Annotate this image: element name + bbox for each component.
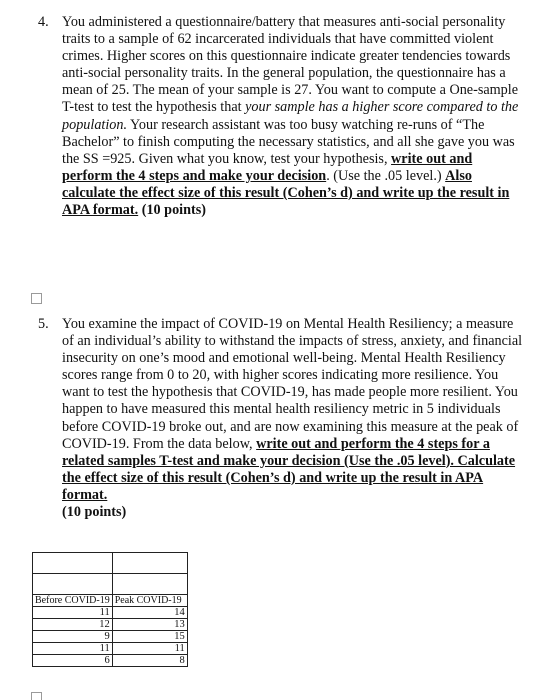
q4-text-2: Your research assistant was too busy watching re-runs of “The Bachelor” to finish computing the necessary statistics, and all she gave you was the SS =925. Given what you know, test your hypothesis, <box>62 116 515 167</box>
table-row <box>33 607 188 619</box>
table-cell: 14 <box>112 607 187 619</box>
table-row <box>33 574 188 595</box>
question-4-text <box>62 14 524 219</box>
table-row <box>33 655 188 667</box>
q4-text-1: You administered a questionnaire/battery that measures anti-social personality traits to a sample of 62 incarcerated individuals that have committed violent crimes. Higher scores on this questionnaire indicate greater tendencies towards anti-social personality traits. In the general population, the questionnaire has a mean of 25. The mean of your sample is 27. You want to compute a One-sample T-test to test the hypothesis that <box>62 14 519 116</box>
checkbox[interactable] <box>31 293 42 304</box>
question-4-number: 4. <box>38 14 49 30</box>
table-row <box>33 631 188 643</box>
q5-instruction: write out and perform the 4 steps for a related samples T-test and make your decision (Use the .05 level). Calculate the effect size of this result (Cohen’s d) and write up the result in APA format. <box>62 435 516 503</box>
column-header-before: Before COVID-19 <box>33 595 113 607</box>
table-cell: 11 <box>33 607 113 619</box>
table-cell: 6 <box>33 655 113 667</box>
q5-text-1: You examine the impact of COVID-19 on Mental Health Resiliency; a measure of an individual’s ability to withstand the impacts of stress, anxiety, and financial insecurity on one’s mood and emotional well-being. Mental Health Resiliency scores range from 0 to 20, with higher scores indicating more resilience. You want to test the hypothesis that COVID-19, has made people more resilient. You happen to have measured this mental health resiliency metric in 5 individuals before COVID-19 broke out, and are now examining this measure at the peak of COVID-19. From the data below, <box>62 316 523 452</box>
column-header-peak: Peak COVID-19 <box>112 595 187 607</box>
table-cell: 15 <box>112 631 187 643</box>
q4-instruction-steps: write out and perform the 4 steps and make your decision <box>62 150 473 184</box>
checkbox[interactable] <box>31 692 42 700</box>
table-cell: 8 <box>112 655 187 667</box>
data-table <box>32 552 188 667</box>
question-5-text <box>62 316 524 521</box>
question-4 <box>38 14 524 219</box>
q4-instruction-effect-size: Also calculate the effect size of this result (Cohen’s d) and write up the result in APA format. <box>62 167 510 219</box>
table-row <box>33 553 188 574</box>
table-row <box>33 643 188 655</box>
q4-points: (10 points) <box>138 202 206 219</box>
table-row <box>33 619 188 631</box>
table-cell: 11 <box>112 643 187 655</box>
q5-points: (10 points) <box>62 504 127 521</box>
q4-text-3: . (Use the .05 level.) <box>326 167 446 184</box>
table-header-row <box>33 595 188 607</box>
question-5-number: 5. <box>38 316 49 332</box>
table-cell: 13 <box>112 619 187 631</box>
q4-hypothesis-italic: your sample has a higher score compared to the population. <box>62 99 519 133</box>
table-cell: 9 <box>33 631 113 643</box>
question-5 <box>38 316 524 521</box>
table-cell: 12 <box>33 619 113 631</box>
table-cell: 11 <box>33 643 113 655</box>
